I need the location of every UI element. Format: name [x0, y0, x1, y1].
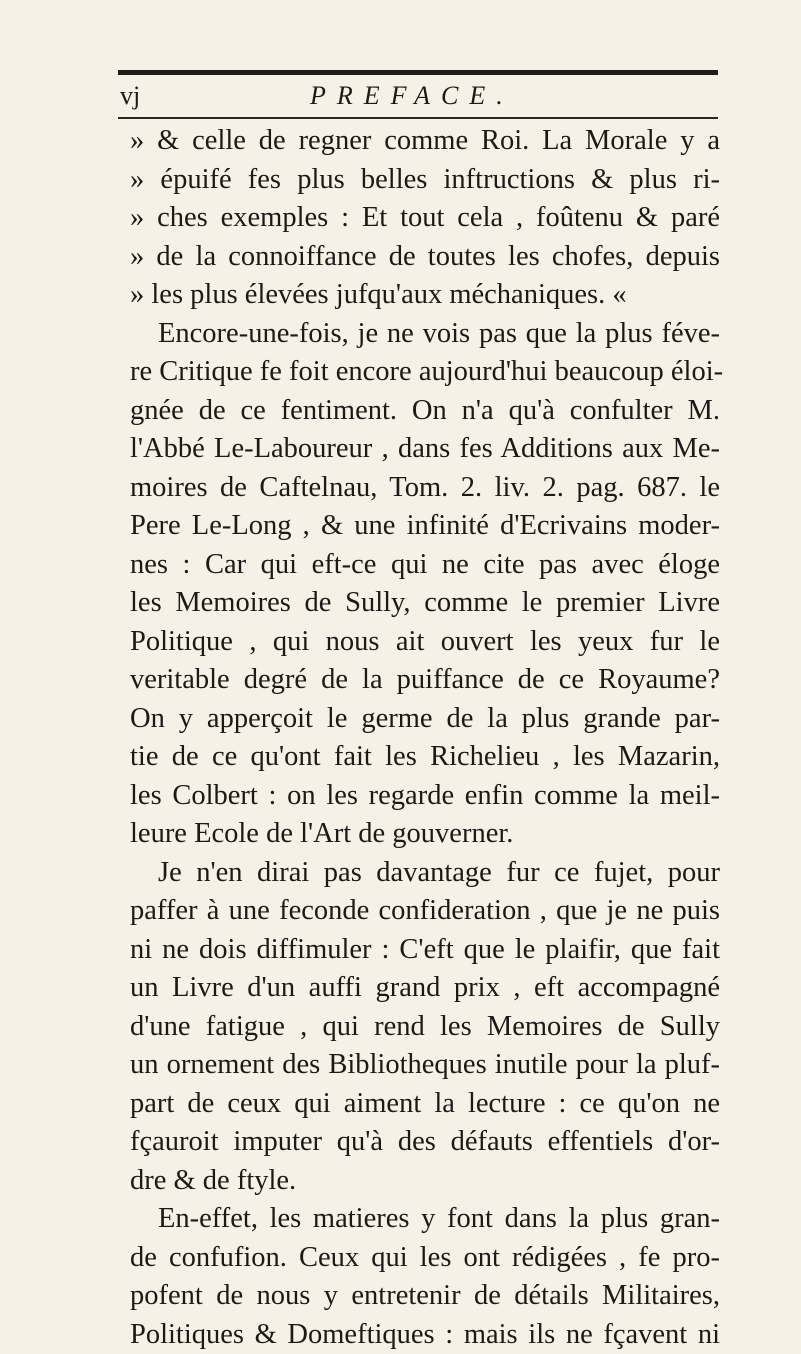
text-line: nes : Car qui eft-ce qui ne cite pas avec éloge	[130, 546, 720, 585]
text-line: ni ne dois diffimuler : C'eft que le plaifir, que fait	[130, 931, 720, 970]
text-line: tie de ce qu'ont fait les Richelieu , les Mazarin,	[130, 738, 720, 777]
text-line: les Colbert : on les regarde enfin comme la meil-	[130, 777, 720, 816]
text-line: de confufion. Ceux qui les ont rédigées , fe pro-	[130, 1239, 720, 1278]
text-line: Encore-une-fois, je ne vois pas que la plus féve-	[130, 315, 720, 354]
text-line: leure Ecole de l'Art de gouverner.	[130, 815, 720, 854]
text-line: » ches exemples : Et tout cela , foûtenu & paré	[130, 199, 720, 238]
text-line: » de la connoiffance de toutes les chofes, depuis	[130, 238, 720, 277]
text-line: part de ceux qui aiment la lecture : ce qu'on ne	[130, 1085, 720, 1124]
page-header	[120, 76, 720, 116]
running-title: PREFACE.	[310, 76, 514, 116]
body-text	[130, 122, 720, 1354]
text-line: veritable degré de la puiffance de ce Royaume?	[130, 661, 720, 700]
text-line: paffer à une feconde confideration , que je ne puis	[130, 892, 720, 931]
text-line: dre & de ftyle.	[130, 1162, 720, 1201]
text-line: » & celle de regner comme Roi. La Morale y a	[130, 122, 720, 161]
text-line: Politiques & Domeftiques : mais ils ne fçavent ni	[130, 1316, 720, 1354]
text-line: les Memoires de Sully, comme le premier Livre	[130, 584, 720, 623]
text-line: moires de Caftelnau, Tom. 2. liv. 2. pag. 687. le	[130, 469, 720, 508]
header-rule	[118, 117, 718, 119]
text-line: » épuifé fes plus belles inftructions & plus ri-	[130, 161, 720, 200]
page-number: vj	[120, 76, 140, 116]
text-line: Politique , qui nous ait ouvert les yeux fur le	[130, 623, 720, 662]
text-line: gnée de ce fentiment. On n'a qu'à confulter M.	[130, 392, 720, 431]
text-line: un Livre d'un auffi grand prix , eft accompagné	[130, 969, 720, 1008]
text-line: re Critique fe foit encore aujourd'hui beaucoup éloi-	[130, 353, 720, 392]
text-line: fçauroit imputer qu'à des défauts effentiels d'or-	[130, 1123, 720, 1162]
text-line: » les plus élevées jufqu'aux méchaniques. «	[130, 276, 720, 315]
text-line: pofent de nous y entretenir de détails Militaires,	[130, 1277, 720, 1316]
top-ornamental-rule	[118, 70, 718, 75]
text-line: Pere Le-Long , & une infinité d'Ecrivains moder-	[130, 507, 720, 546]
text-line: Je n'en dirai pas davantage fur ce fujet, pour	[130, 854, 720, 893]
text-line: En-effet, les matieres y font dans la plus gran-	[130, 1200, 720, 1239]
text-line: On y apperçoit le germe de la plus grande par-	[130, 700, 720, 739]
text-line: un ornement des Bibliotheques inutile pour la pluf-	[130, 1046, 720, 1085]
text-line: l'Abbé Le-Laboureur , dans fes Additions aux Me-	[130, 430, 720, 469]
text-line: d'une fatigue , qui rend les Memoires de Sully	[130, 1008, 720, 1047]
